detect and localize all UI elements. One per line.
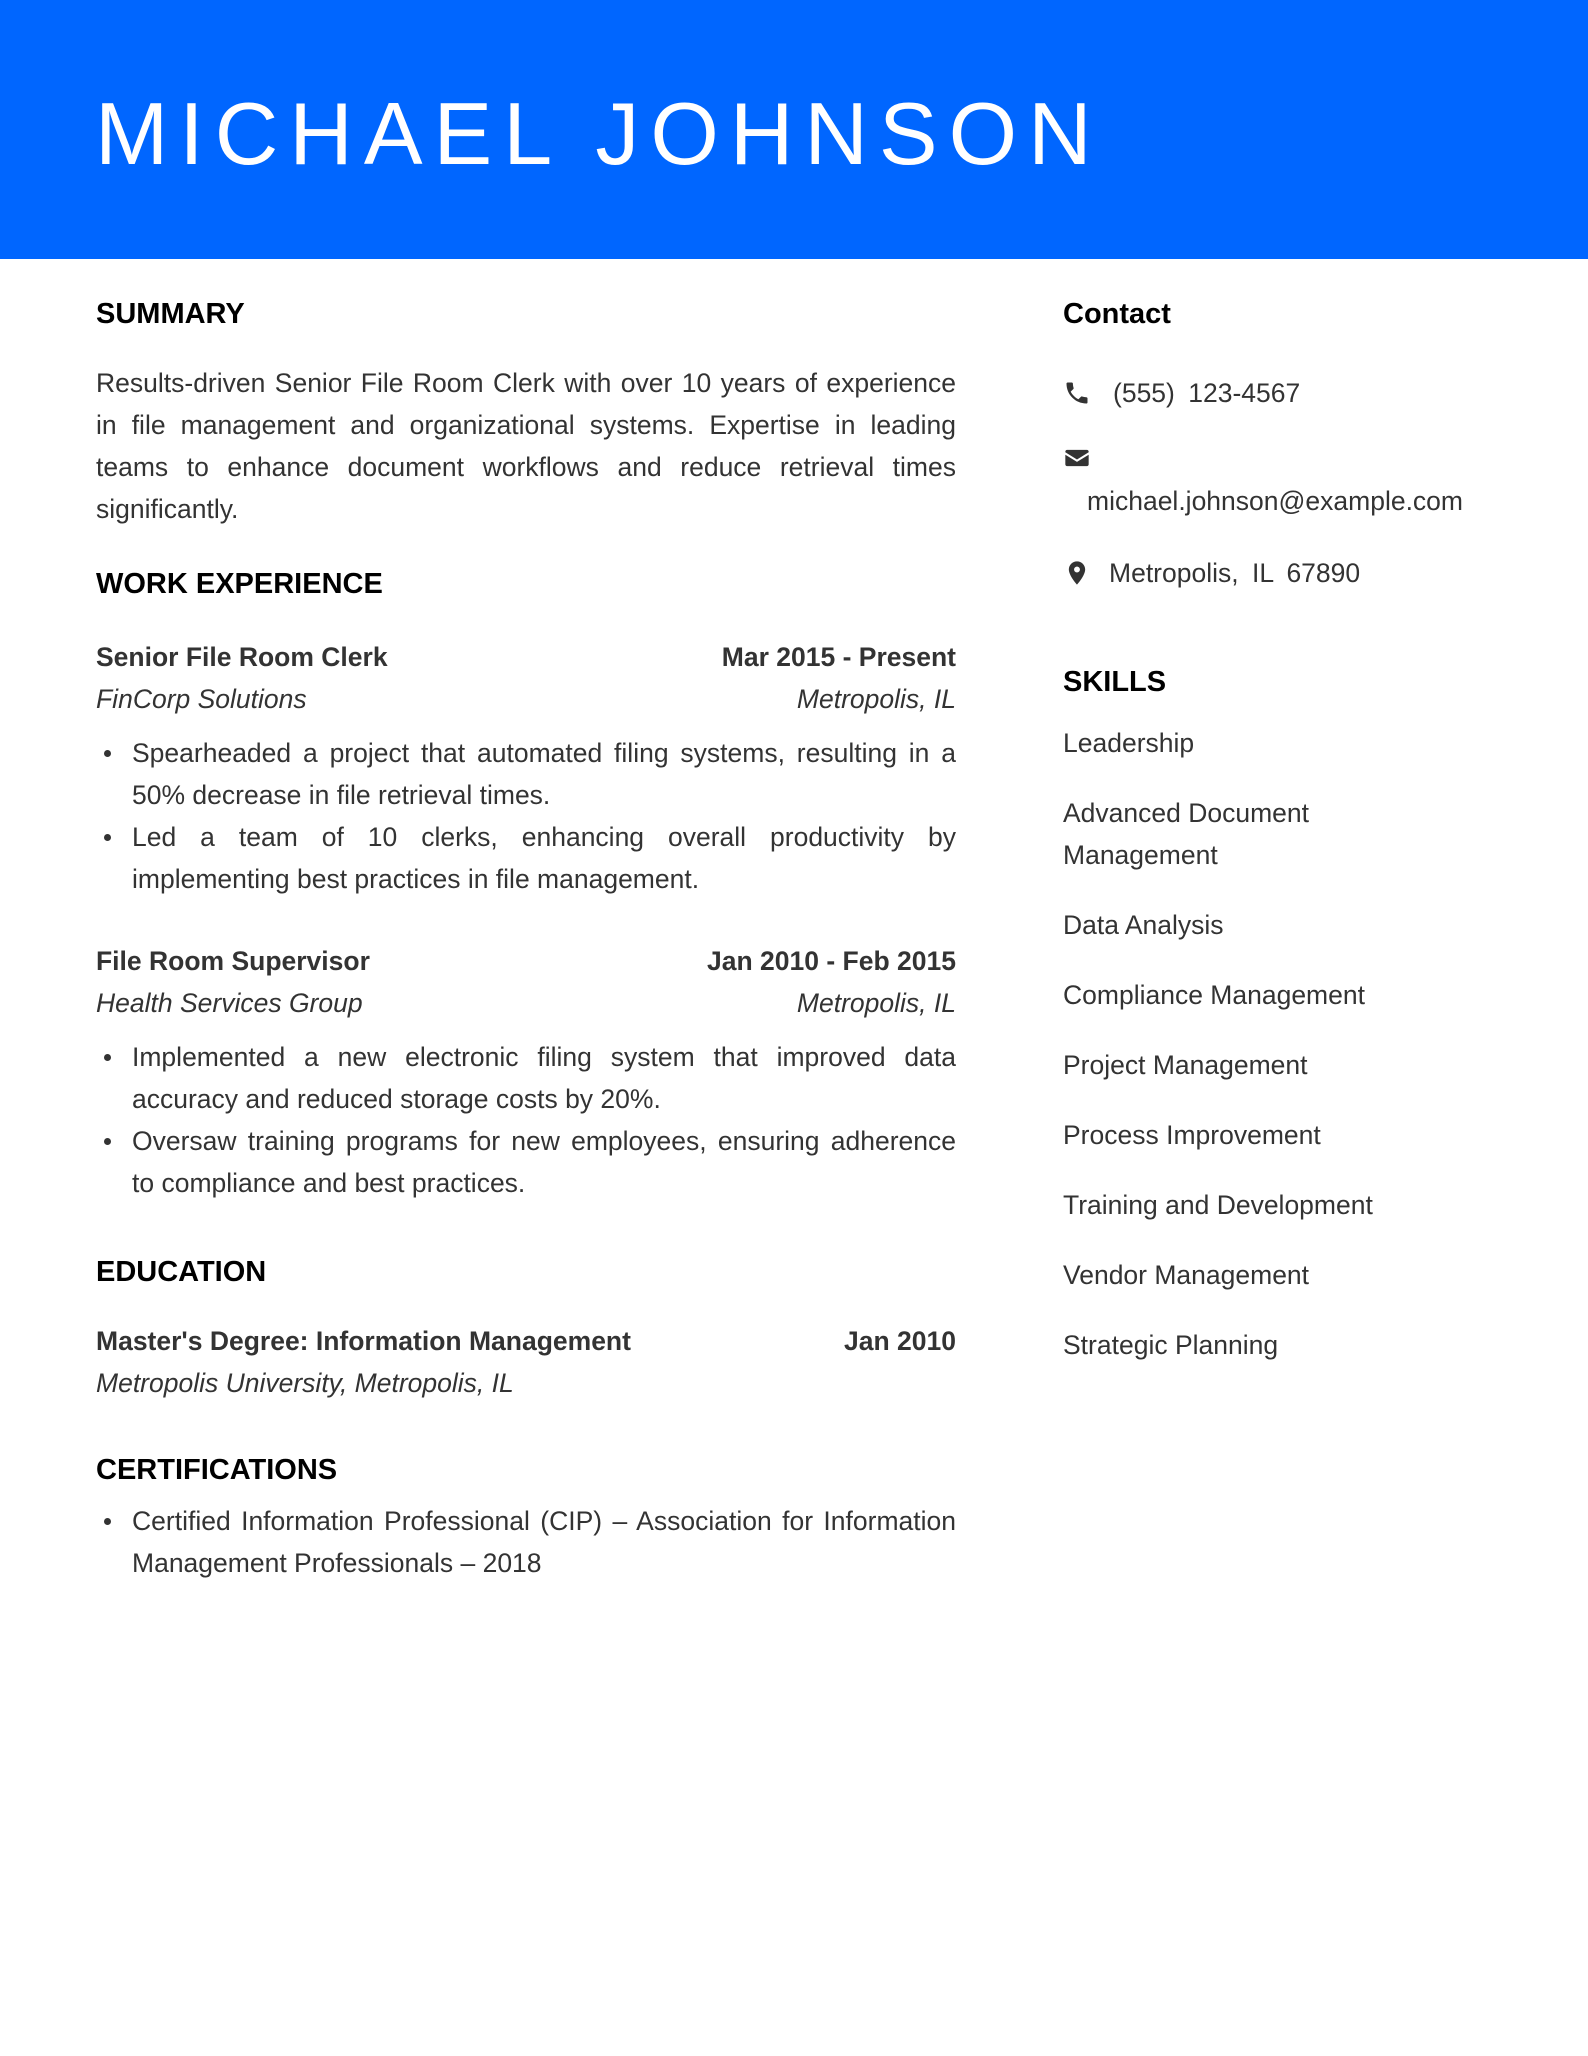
contact-email [1063, 444, 1503, 522]
summary-section [96, 296, 956, 530]
map-marker-icon [1063, 559, 1091, 587]
job-bullet: Spearheaded a project that automated filing systems, resulting in a 50% decrease in file retrieval times. [132, 732, 956, 816]
job-company: Health Services Group [96, 988, 363, 1018]
skills-list [1063, 722, 1503, 1366]
job-entry [96, 940, 956, 1204]
contact-title: Contact [1063, 298, 1171, 330]
certifications-section [96, 1452, 956, 1584]
email-address[interactable]: michael.johnson@example.com [1087, 486, 1463, 516]
skill-item: Training and Development [1063, 1190, 1373, 1220]
skill-item: Advanced Document Management [1063, 798, 1310, 870]
envelope-icon [1063, 444, 1091, 472]
main-column [96, 296, 956, 1584]
phone-number[interactable]: (555) 123-4567 [1113, 378, 1301, 408]
school: Metropolis University, Metropolis, IL [96, 1368, 514, 1398]
job-bullets [96, 732, 956, 900]
skill-item: Strategic Planning [1063, 1330, 1279, 1360]
job-location: Metropolis, IL [796, 988, 956, 1018]
job-bullet: Oversaw training programs for new employees, ensuring adherence to compliance and best practices. [132, 1120, 956, 1204]
job-company: FinCorp Solutions [96, 684, 307, 714]
work-experience-section [96, 566, 956, 1204]
contact-phone [1063, 372, 1503, 414]
skill-item: Process Improvement [1063, 1120, 1321, 1150]
summary-text: Results-driven Senior File Room Clerk with over 10 years of experience in file management and organizational systems. Expertise in leading teams to enhance document workflows and reduce retrieval times significantly. [96, 368, 956, 524]
summary-title: SUMMARY [96, 298, 245, 330]
certification-item: Certified Information Professional (CIP) – Association for Information Management Professionals – 2018 [132, 1500, 956, 1584]
skills-section [1063, 664, 1503, 1366]
work-experience-title: WORK EXPERIENCE [96, 568, 383, 600]
education-entry [96, 1320, 956, 1404]
job-role: Senior File Room Clerk [96, 642, 388, 672]
job-dates: Mar 2015 - Present [721, 642, 956, 672]
sidebar-column [1063, 296, 1503, 1394]
job-bullets [96, 1036, 956, 1204]
phone-icon [1063, 379, 1091, 407]
job-bullet: Led a team of 10 clerks, enhancing overall productivity by implementing best practices in file management. [132, 816, 956, 900]
skill-item: Leadership [1063, 728, 1195, 758]
degree-date: Jan 2010 [844, 1326, 956, 1356]
job-role: File Room Supervisor [96, 946, 370, 976]
skill-item: Project Management [1063, 1050, 1308, 1080]
candidate-name: MICHAEL JOHNSON [95, 84, 1103, 183]
job-location: Metropolis, IL [796, 684, 956, 714]
skill-item: Compliance Management [1063, 980, 1365, 1010]
header-banner [0, 0, 1588, 259]
contact-section [1063, 296, 1503, 594]
job-bullet: Implemented a new electronic filing system that improved data accuracy and reduced storage costs by 20%. [132, 1036, 956, 1120]
education-title: EDUCATION [96, 1256, 267, 1288]
contact-location [1063, 552, 1503, 594]
certification-list [96, 1500, 956, 1584]
skill-item: Data Analysis [1063, 910, 1224, 940]
skills-title: SKILLS [1063, 666, 1167, 698]
certifications-title: CERTIFICATIONS [96, 1454, 338, 1486]
education-section [96, 1254, 956, 1404]
job-dates: Jan 2010 - Feb 2015 [707, 946, 956, 976]
degree: Master's Degree: Information Management [96, 1326, 631, 1356]
skill-item: Vendor Management [1063, 1260, 1310, 1290]
location-text: Metropolis, IL 67890 [1109, 558, 1361, 588]
job-entry [96, 636, 956, 900]
